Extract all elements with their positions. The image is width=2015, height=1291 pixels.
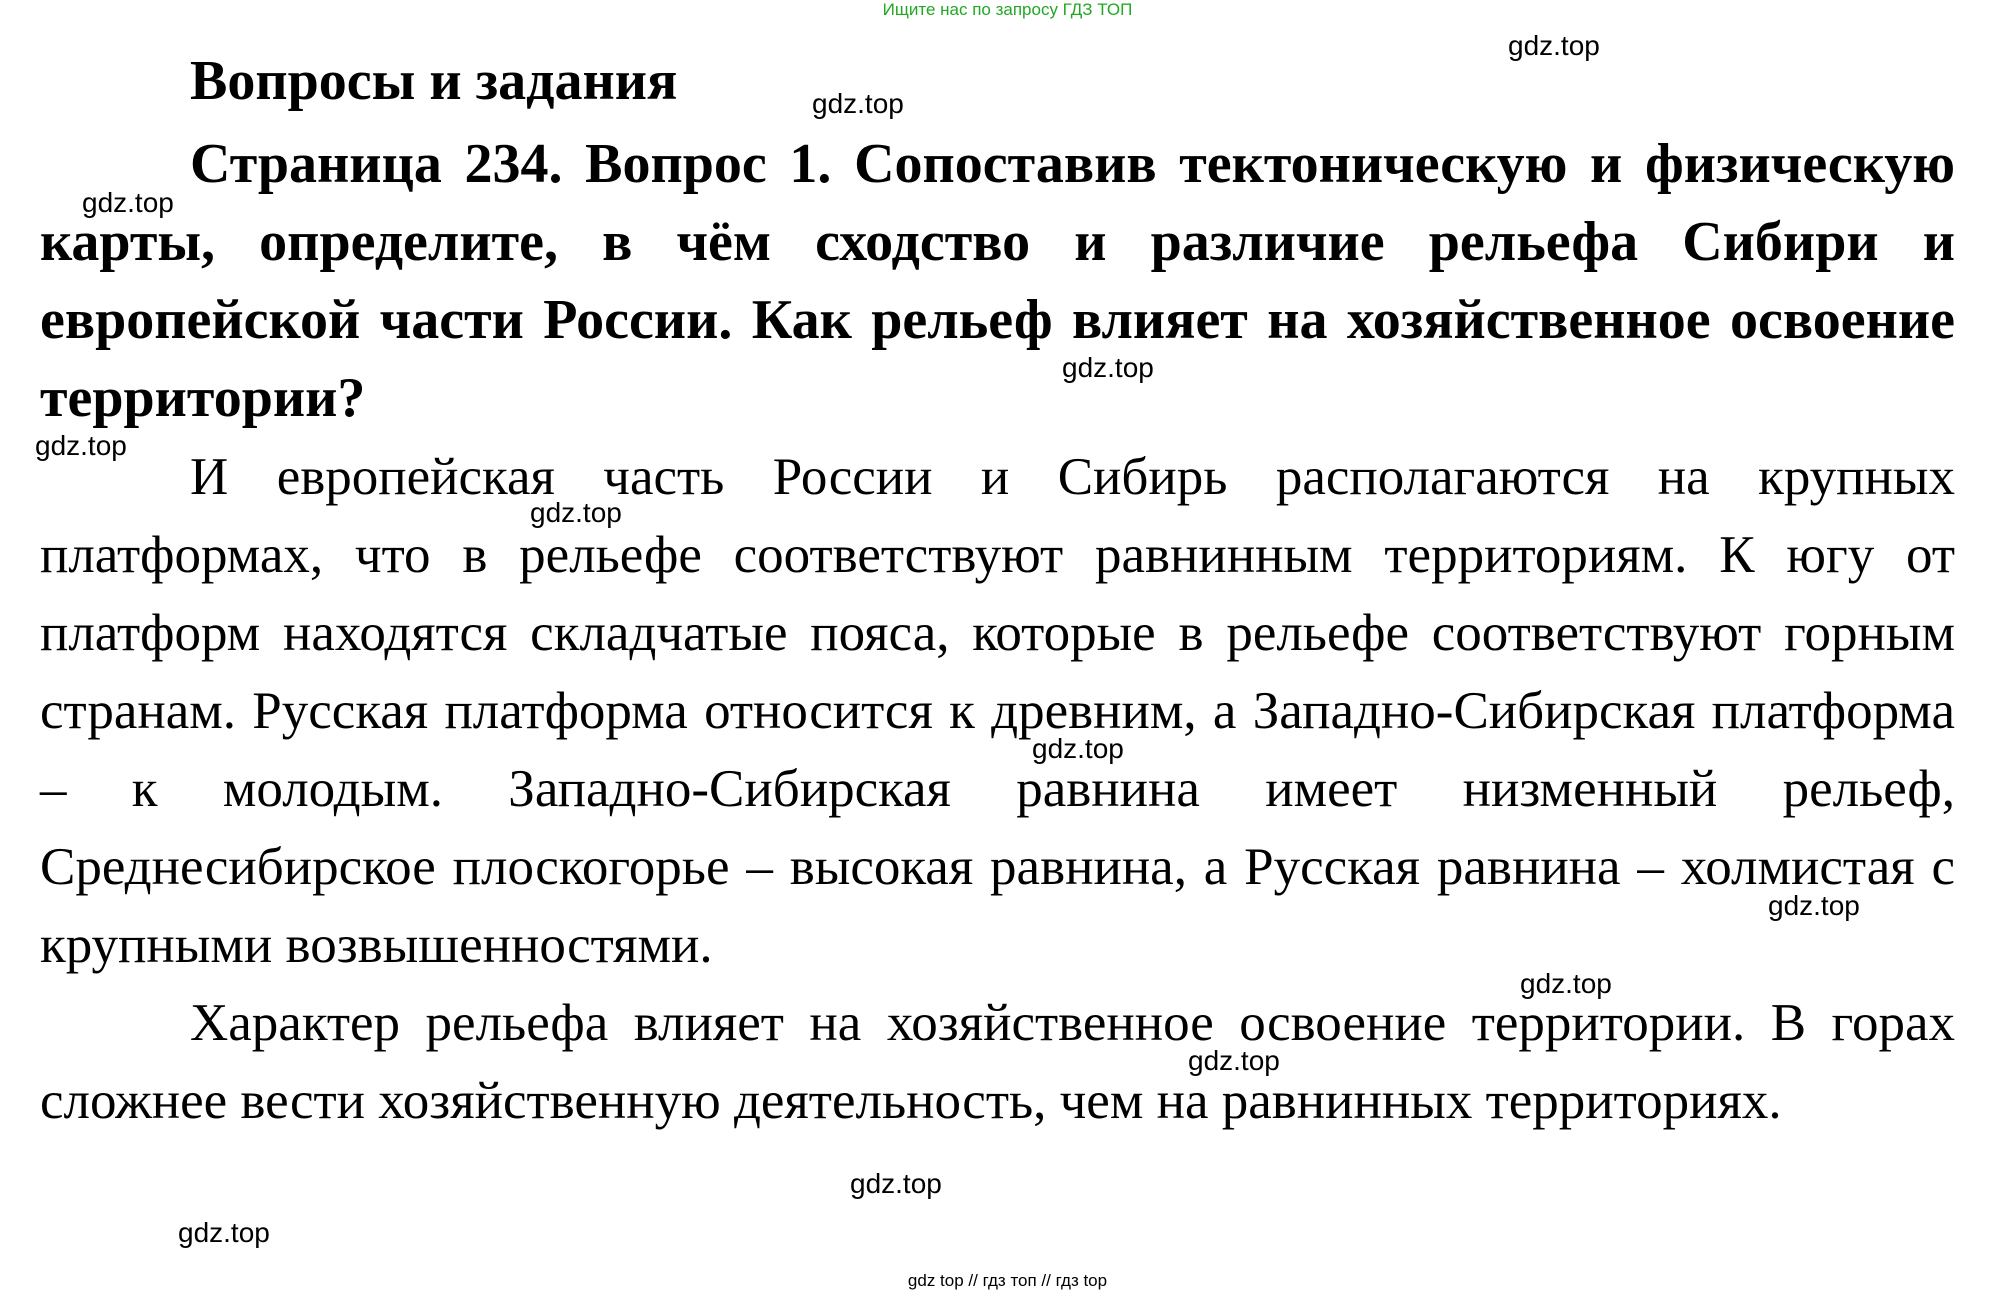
top-banner: Ищите нас по запросу ГДЗ ТОП xyxy=(882,0,1133,19)
watermark: gdz.top xyxy=(850,1168,942,1199)
bottom-banner: gdz top // гдз топ // гдз top xyxy=(907,1271,1108,1290)
watermark: gdz.top xyxy=(82,187,174,218)
section-title: Вопросы и задания xyxy=(190,50,678,112)
watermark: gdz.top xyxy=(178,1217,270,1248)
watermark: gdz.top xyxy=(1508,30,1600,61)
watermark: gdz.top xyxy=(1032,733,1124,764)
watermark: gdz.top xyxy=(1062,352,1154,383)
watermark: gdz.top xyxy=(1520,968,1612,999)
question-text: Страница 234. Вопрос 1. Сопоставив тектоническую и физическую карты, определите, в чём сходство и различие рельефа Сибири и европейской части России. Как рельеф влияет на хозяйственное освоение территории? xyxy=(40,133,1955,429)
watermark: gdz.top xyxy=(1188,1045,1280,1076)
watermark: gdz.top xyxy=(35,430,127,461)
watermark: gdz.top xyxy=(530,497,622,528)
answer-paragraph-1: И европейская часть России и Сибирь располагаются на крупных платформах, что в рельефе соответствуют равнинным территориям. К югу от платформ находятся складчатые пояса, которые в рельефе соответствуют горным странам. Русская платформа относится к древним, а Западно-Сибирская платформа – к молодым. Западно-Сибирская равнина имеет низменный рельеф, Среднесибирское плоскогорье – высокая равнина, а Русская равнина – холмистая с крупными возвышенностями. xyxy=(40,448,1955,974)
watermark: gdz.top xyxy=(812,88,904,119)
answer-paragraph-2: Характер рельефа влияет на хозяйственное освоение территории. В горах сложнее вести хозяйственную деятельность, чем на равнинных территориях. xyxy=(40,994,1955,1130)
watermark: gdz.top xyxy=(1768,890,1860,921)
